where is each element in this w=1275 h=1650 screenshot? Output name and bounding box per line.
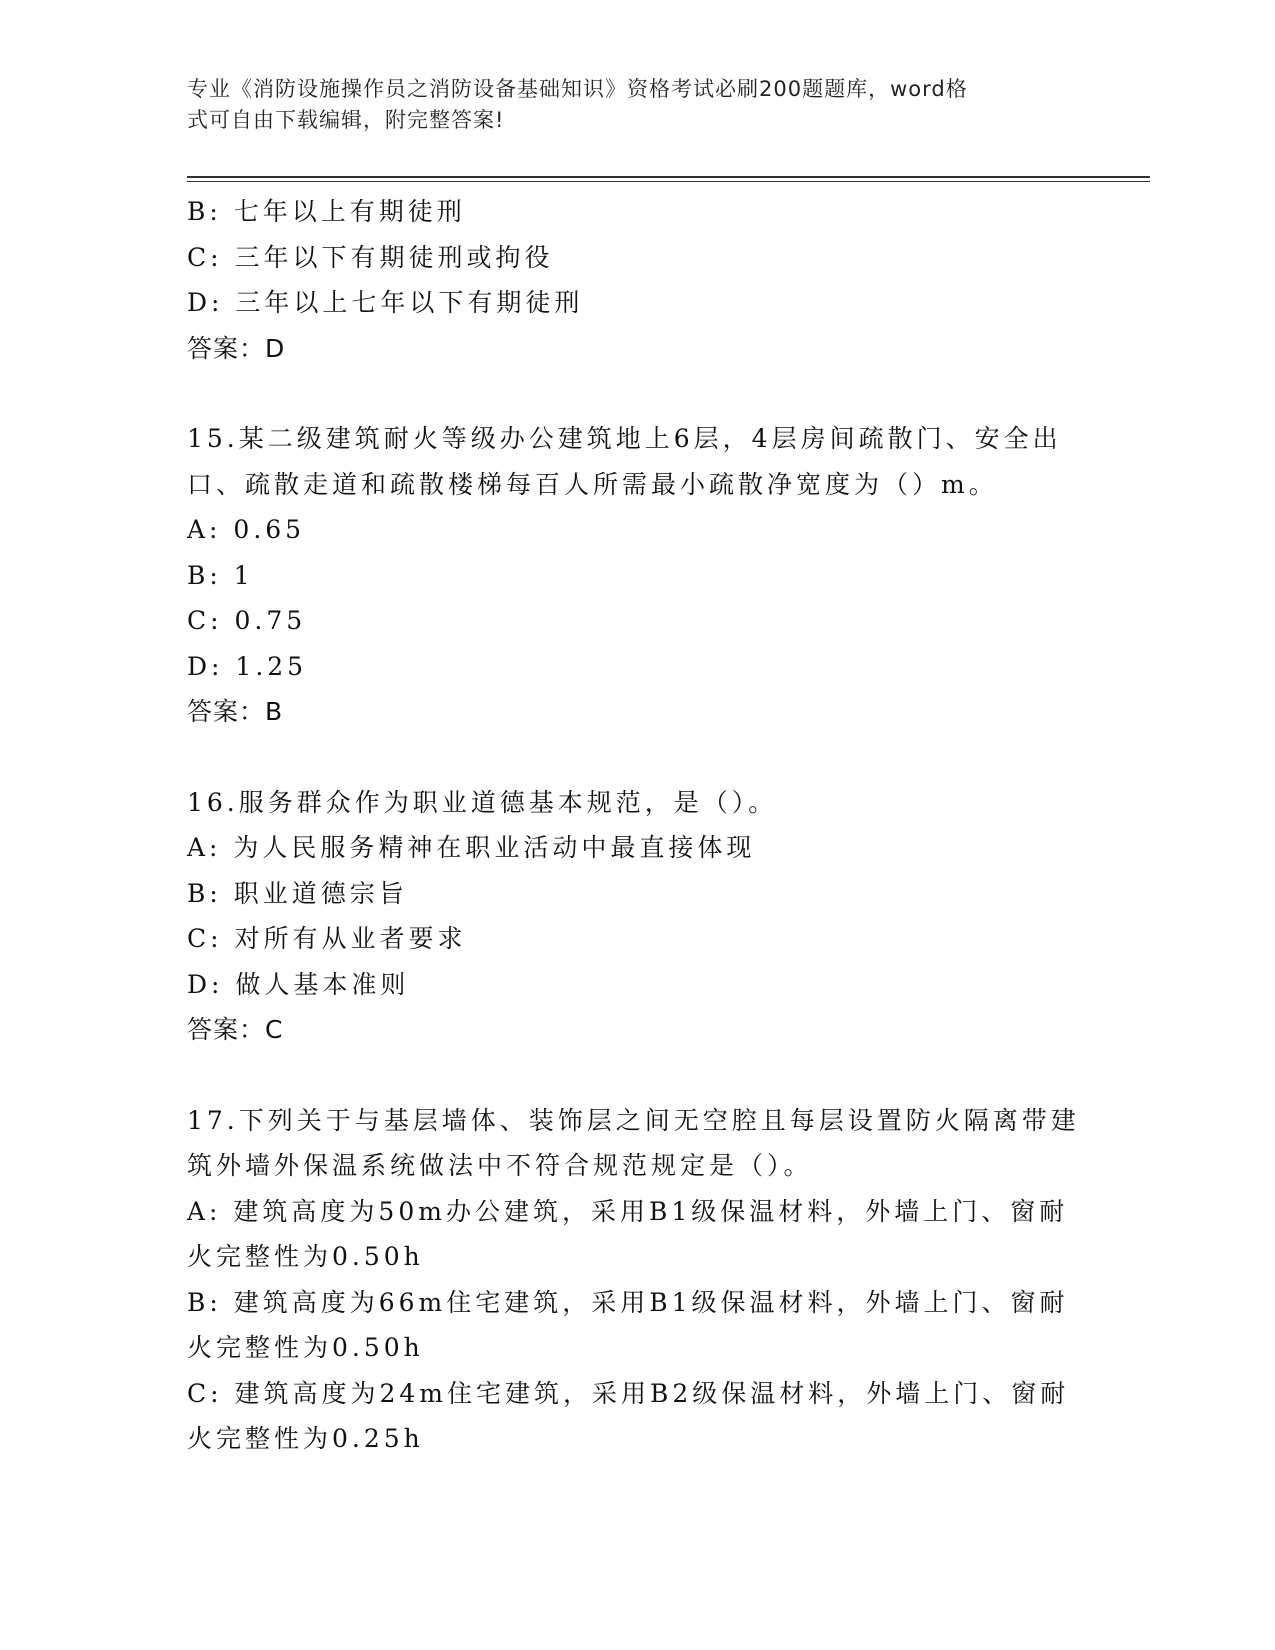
question-stem-line: 15.某二级建筑耐火等级办公建筑地上6层，4层房间疏散门、安全出: [187, 424, 1062, 453]
header-divider-thin: [187, 181, 1150, 182]
header-line-1: 专业《消防设施操作员之消防设备基础知识》资格考试必刷200题题库，word格: [187, 77, 968, 101]
question-14-continued: [187, 189, 1087, 371]
question-stem-line: 16.服务群众作为职业道德基本规范，是（）。: [187, 787, 778, 817]
option-b: B: 1: [187, 560, 254, 590]
answer-line: 答案：D: [187, 333, 286, 363]
question-17: [187, 1098, 1087, 1462]
option-b: B: 建筑高度为66m住宅建筑，采用B1级保温材料，外墙上门、窗耐: [187, 1287, 1069, 1317]
option-a: A: 为人民服务精神在职业活动中最直接体现: [187, 833, 756, 862]
option-d: D: 1.25: [187, 651, 308, 681]
option-b: B: 职业道德宗旨: [187, 878, 408, 908]
option-c: C: 三年以下有期徒刑或拘役: [187, 242, 554, 272]
option-b: B: 七年以上有期徒刑: [187, 197, 466, 226]
option-b-continued: 火完整性为0.50h: [187, 1333, 424, 1362]
option-c: C: 0.75: [187, 606, 307, 635]
document-body: [187, 189, 1087, 1462]
question-stem-line: 17.下列关于与基层墙体、装饰层之间无空腔且每层设置防火隔离带建: [187, 1105, 1080, 1135]
answer-line: 答案：B: [187, 697, 284, 726]
question-stem-line: 口、疏散走道和疏散楼梯每百人所需最小疏散净宽度为（）m。: [187, 469, 998, 499]
answer-line: 答案：C: [187, 1015, 284, 1044]
option-c: C: 对所有从业者要求: [187, 924, 467, 953]
option-c-continued: 火完整性为0.25h: [187, 1424, 424, 1453]
option-a: A: 0.65: [187, 515, 306, 544]
question-16: [187, 780, 1087, 1053]
question-15: [187, 416, 1087, 735]
option-c: C: 建筑高度为24m住宅建筑，采用B2级保温材料，外墙上门、窗耐: [187, 1378, 1070, 1408]
header-divider-thick: [187, 176, 1150, 178]
option-d: D: 做人基本准则: [187, 969, 410, 999]
option-a: A: 建筑高度为50m办公建筑，采用B1级保温材料，外墙上门、窗耐: [187, 1196, 1069, 1226]
option-a-continued: 火完整性为0.50h: [187, 1242, 424, 1271]
header-line-2: 式可自由下载编辑，附完整答案!: [187, 108, 505, 132]
document-header: [187, 74, 1067, 136]
question-stem-line: 筑外墙外保温系统做法中不符合规范规定是（）。: [187, 1151, 813, 1180]
option-d: D: 三年以上七年以下有期徒刑: [187, 288, 584, 317]
